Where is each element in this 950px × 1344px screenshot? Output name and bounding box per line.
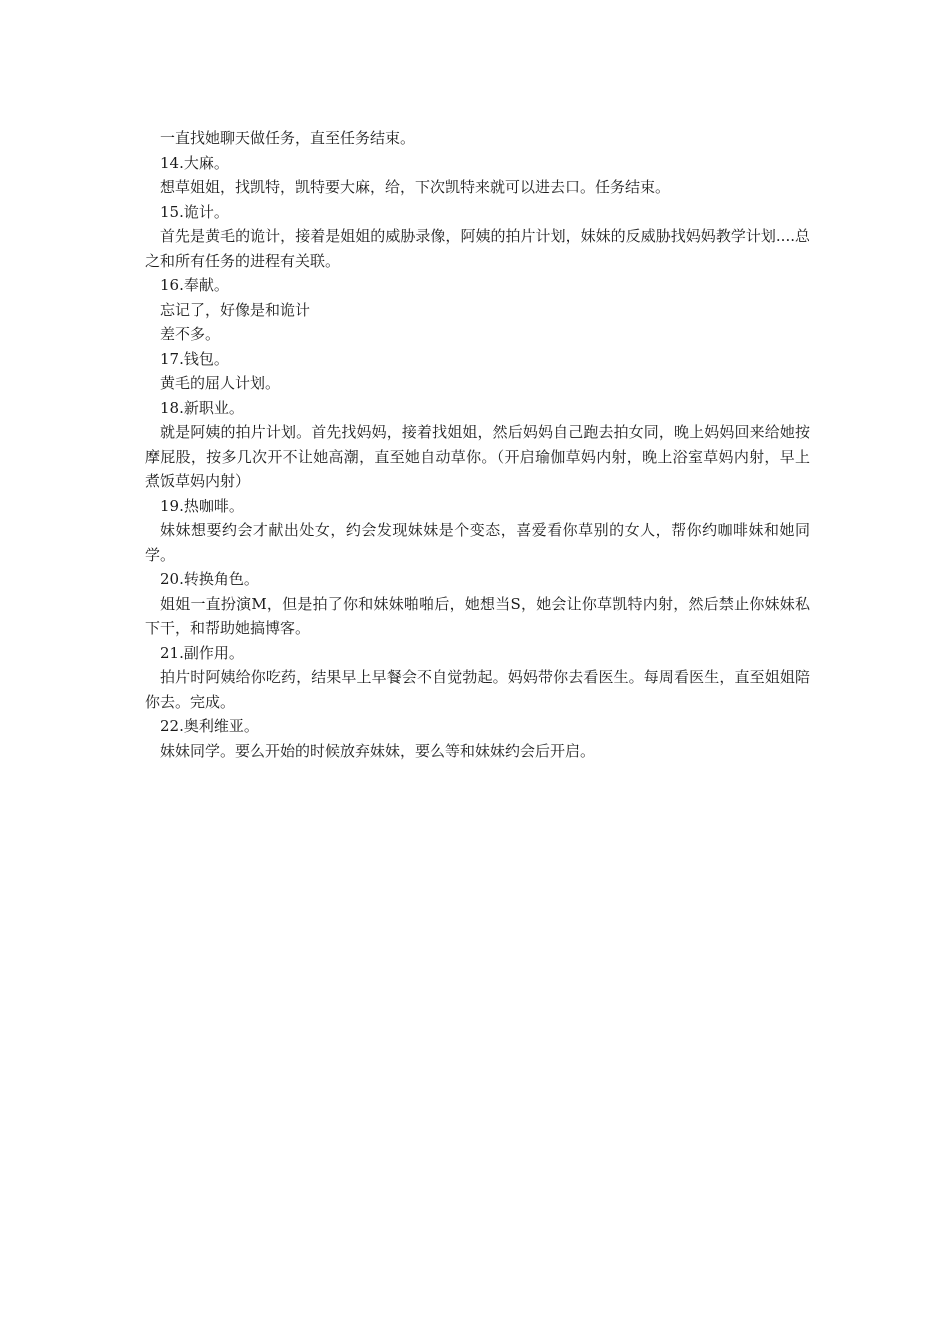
section-heading-15: 15.诡计。 bbox=[160, 202, 229, 221]
section-heading-17: 17.钱包。 bbox=[160, 349, 229, 368]
paragraph-21: 拍片时阿姨给你吃药，结果早上早餐会不自觉勃起。妈妈带你去看医生。每周看医生，直至姐姐陪你去。完成。 bbox=[145, 668, 810, 711]
section-heading-18: 18.新职业。 bbox=[160, 398, 244, 417]
section-heading-14: 14.大麻。 bbox=[160, 153, 229, 172]
paragraph-19: 妹妹想要约会才献出处女，约会发现妹妹是个变态，喜爱看你草别的女人，帮你约咖啡妹和她同学。 bbox=[145, 521, 810, 564]
section-heading-21: 21.副作用。 bbox=[160, 643, 244, 662]
paragraph-16a: 忘记了，好像是和诡计 bbox=[160, 300, 311, 319]
paragraph-16b: 差不多。 bbox=[160, 325, 221, 343]
section-heading-22: 22.奥利维亚。 bbox=[160, 717, 259, 735]
document-body bbox=[145, 126, 810, 763]
paragraph-task-ending: 一直找她聊天做任务，直至任务结束。 bbox=[160, 129, 416, 147]
section-heading-20: 20.转换角色。 bbox=[160, 570, 259, 588]
paragraph-22: 妹妹同学。要么开始的时候放弃妹妹，要么等和妹妹约会后开启。 bbox=[160, 741, 596, 760]
paragraph-14: 想草姐姐，找凯特，凯特要大麻，给，下次凯特来就可以进去口。任务结束。 bbox=[160, 178, 671, 196]
section-heading-16: 16.奉献。 bbox=[160, 276, 229, 294]
paragraph-17: 黄毛的屈人计划。 bbox=[160, 374, 281, 392]
section-heading-19: 19.热咖啡。 bbox=[160, 496, 244, 515]
paragraph-15: 首先是黄毛的诡计，接着是姐姐的威胁录像，阿姨的拍片计划，妹妹的反威胁找妈妈教学计划....总之和所有任务的进程有关联。 bbox=[145, 227, 810, 270]
paragraph-20: 姐姐一直扮演M，但是拍了你和妹妹啪啪后，她想当S，她会让你草凯特内射，然后禁止你妹妹私下干，和帮助她搞博客。 bbox=[145, 594, 810, 637]
paragraph-18: 就是阿姨的拍片计划。首先找妈妈，接着找姐姐，然后妈妈自己跑去拍女同，晚上妈妈回来给她按摩屁股，按多几次开不让她高潮，直至她自动草你。（开启瑜伽草妈内射，晚上浴室草妈内射，早上煮饭草妈内射） bbox=[145, 423, 810, 490]
